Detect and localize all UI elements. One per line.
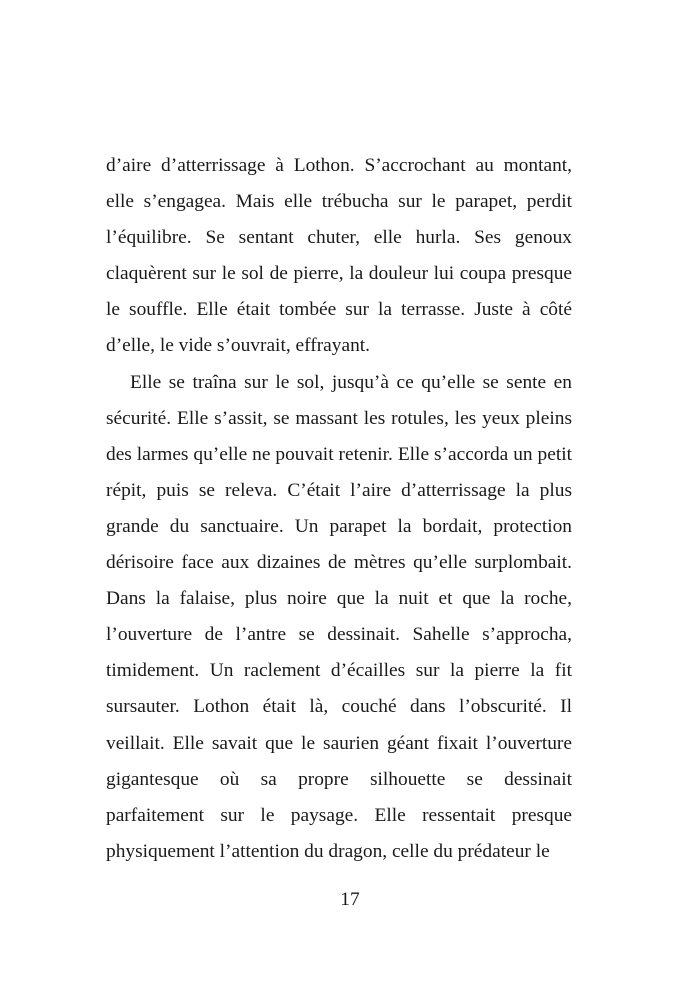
body-text	[106, 148, 572, 870]
paragraph-2: Elle se traîna sur le sol, jusqu’à ce qu’elle se sente en sécurité. Elle s’assit, se massant les rotules, les yeux pleins des larmes qu’elle ne pouvait retenir. Elle s’accorda un petit répit, puis se releva. C’était l’aire d’atterrissage la plus grande du sanctuaire. Un parapet la bordait, protection dérisoire face aux dizaines de mètres qu’elle surplombait. Dans la falaise, plus noire que la nuit et que la roche, l’ouverture de l’antre se dessinait. Sahelle s’approcha, timidement. Un raclement d’écailles sur la pierre la fit sursauter. Lothon était là, couché dans l’obscurité. Il veillait. Elle savait que le saurien géant fixait l’ouverture gigantesque où sa propre silhouette se dessinait parfaitement sur le paysage. Elle ressentait presque physiquement l’attention du dragon, celle du prédateur le	[106, 371, 572, 862]
paragraph-1: d’aire d’atterrissage à Lothon. S’accrochant au montant, elle s’engagea. Mais elle trébucha sur le parapet, perdit l’équilibre. Se sentant chuter, elle hurla. Ses genoux claquèrent sur le sol de pierre, la douleur lui coupa presque le souffle. Elle était tombée sur la terrasse. Juste à côté d’elle, le vide s’ouvrait, effrayant.	[106, 155, 572, 357]
page-number: 17	[340, 889, 360, 910]
